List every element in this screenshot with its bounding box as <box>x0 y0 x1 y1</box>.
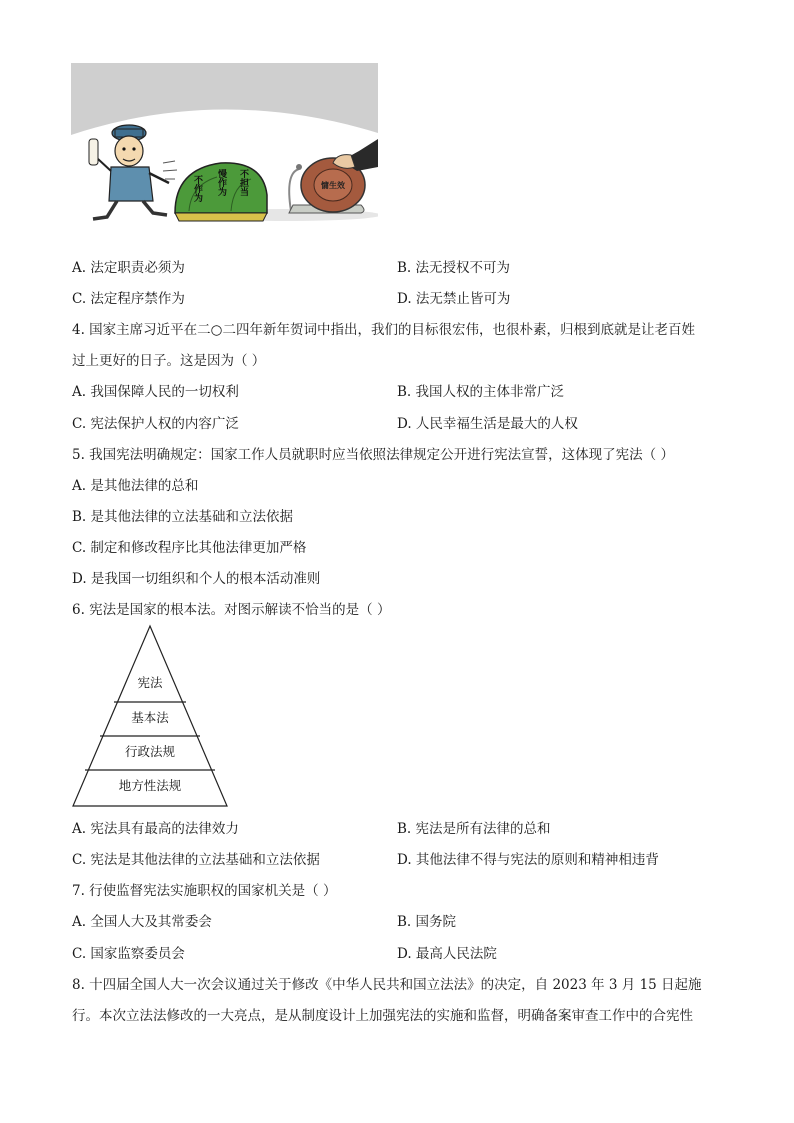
q5-option-d[interactable]: D. 是我国一切组织和个人的根本活动准则 <box>72 571 321 587</box>
pyramid-level-4: 地方性法规 <box>118 778 182 793</box>
q6-option-b[interactable]: B. 宪法是所有法律的总和 <box>397 821 551 837</box>
law-hierarchy-pyramid <box>71 624 229 808</box>
q3-option-b[interactable]: B. 法无授权不可为 <box>397 260 511 276</box>
q4-option-a[interactable]: A. 我国保障人民的一切权利 <box>72 384 239 400</box>
q7-option-b[interactable]: B. 国务院 <box>397 914 457 930</box>
q3-option-d[interactable]: D. 法无禁止皆可为 <box>397 291 511 307</box>
q4-stem-line2: 过上更好的日子。这是因为（ ） <box>72 353 266 369</box>
shell-text-3: 不担当 <box>238 169 248 196</box>
q7-stem: 7. 行使监督宪法实施职权的国家机关是（ ） <box>72 883 337 899</box>
q8-stem-line1: 8. 十四届全国人大一次会议通过关于修改《中华人民共和国立法法》的决定，自 2023 年 3 月 15 日起施 <box>72 977 702 993</box>
q5-option-c[interactable]: C. 制定和修改程序比其他法律更加严格 <box>72 540 307 556</box>
pyramid-level-1: 宪法 <box>137 675 163 690</box>
snail-label: 慵生效 <box>321 181 345 190</box>
q6-option-d[interactable]: D. 其他法律不得与宪法的原则和精神相违背 <box>397 852 659 868</box>
q6-option-c[interactable]: C. 宪法是其他法律的立法基础和立法依据 <box>72 852 320 868</box>
q7-option-a[interactable]: A. 全国人大及其常委会 <box>72 914 212 930</box>
q4-option-c[interactable]: C. 宪法保护人权的内容广泛 <box>72 416 239 432</box>
shell-text-1: 不作为 <box>192 175 202 202</box>
q3-option-c[interactable]: C. 法定程序禁作为 <box>72 291 185 307</box>
q4-option-d[interactable]: D. 人民幸福生活是最大的人权 <box>397 416 578 432</box>
q3-option-a[interactable]: A. 法定职责必须为 <box>72 260 185 276</box>
q7-option-c[interactable]: C. 国家监察委员会 <box>72 946 185 962</box>
pyramid-level-3: 行政法规 <box>124 744 176 759</box>
q8-stem-line2: 行。本次立法法修改的一大亮点，是从制度设计上加强宪法的实施和监督，明确备案审查工作中的合宪性 <box>72 1008 693 1024</box>
q6-stem: 6. 宪法是国家的根本法。对图示解读不恰当的是（ ） <box>72 602 391 618</box>
q6-option-a[interactable]: A. 宪法具有最高的法律效力 <box>72 821 239 837</box>
q4-option-b[interactable]: B. 我国人权的主体非常广泛 <box>397 384 565 400</box>
q4-stem-line1: 4. 国家主席习近平在二○二四年新年贺词中指出，我们的目标很宏伟，也很朴素，归根到底就是让老百姓 <box>72 322 695 338</box>
q5-stem: 5. 我国宪法明确规定：国家工作人员就职时应当依照法律规定公开进行宪法宣誓，这体现了宪法（ ） <box>72 447 674 463</box>
shell-text-2: 慢作为 <box>216 169 226 196</box>
q7-option-d[interactable]: D. 最高人民法院 <box>397 946 497 962</box>
q5-option-a[interactable]: A. 是其他法律的总和 <box>72 478 199 494</box>
pyramid-level-2: 基本法 <box>131 710 169 725</box>
cartoon-illustration <box>71 63 378 224</box>
q5-option-b[interactable]: B. 是其他法律的立法基础和立法依据 <box>72 509 294 525</box>
